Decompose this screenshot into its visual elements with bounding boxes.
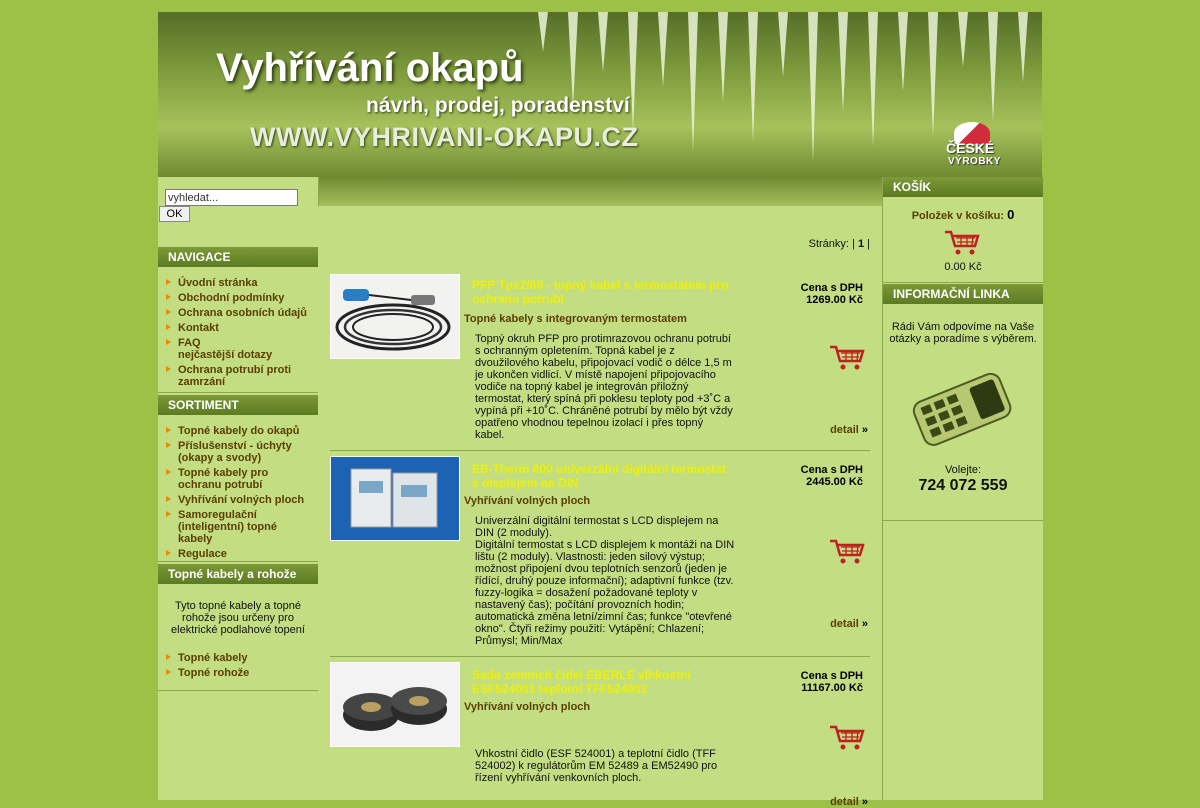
banner-subtitle: návrh, prodej, poradenství — [366, 94, 630, 117]
product-title[interactable]: EB-Therm 800 univerzální digitální termostat s displejem na DIN — [472, 462, 727, 490]
product-description: Topný okruh PFP pro protimrazovou ochranu potrubí s ochranným opletením. Topná kabel je z dvoužilového kabelu, připojovací vodič o délce 1,5 m je ukončen vidlicí. V místě napojení připojovacího vodiče na topný kabel je integrován přiložný termostat, který spíná při poklesu teploty pod +3˚C a vypíná při +10˚C. Chráněné potrubí by mělo být vždy opatřeno vhodnou tepelnou izolací i přes topný kabel. — [475, 333, 733, 441]
sortiment-item-potrubi[interactable]: Topné kabely pro ochranu potrubí — [158, 467, 313, 491]
product-item — [330, 263, 870, 443]
podlaha-text: Tyto topné kabely a topné rohože jsou určeny pro elektrické podlahové topení — [171, 600, 305, 636]
arrow-icon — [166, 427, 171, 433]
podlaha-menu — [158, 652, 313, 682]
add-to-cart-icon[interactable] — [828, 723, 866, 751]
navigace-menu — [158, 277, 313, 391]
pagination — [809, 238, 870, 250]
left-sidebar — [158, 177, 319, 800]
search-input[interactable] — [165, 189, 298, 206]
cart-count-line — [883, 209, 1043, 222]
pagination-end: | — [867, 238, 870, 250]
ceske-vyrobky-logo — [942, 120, 1012, 172]
banner-title: Vyhřívání okapů — [216, 46, 524, 90]
arrow-icon — [166, 279, 171, 285]
cart-icon[interactable] — [943, 228, 981, 256]
sortiment-item-samoregulacni[interactable]: Samoregulační (inteligentní) topné kabely — [158, 509, 313, 545]
arrow-icon — [166, 496, 171, 502]
product-image[interactable] — [330, 274, 460, 359]
product-item — [330, 445, 870, 645]
main-content — [318, 206, 882, 808]
banner-url: WWW.VYHRIVANI-OKAPU.CZ — [250, 122, 639, 152]
cart-count-value: 0 — [1007, 207, 1015, 222]
cart-count-label: Položek v košíku: — [911, 210, 1004, 222]
podlaha-heading: Topné kabely a rohože — [158, 564, 318, 584]
arrow-icon — [166, 309, 171, 315]
detail-link[interactable]: detail » — [830, 796, 868, 808]
sortiment-menu — [158, 425, 313, 563]
product-price — [773, 670, 863, 694]
add-to-cart-icon[interactable] — [828, 343, 866, 371]
product-item — [330, 651, 870, 808]
product-price — [773, 464, 863, 488]
pagination-current-page[interactable]: 1 — [857, 238, 865, 250]
product-description: Univerzální digitální termostat s LCD displejem na DIN (2 moduly). Digitální termostat s LCD displejem k montáži na DIN lištu (2 moduly). Vlastnosti: jeden silový výstup; možnost připojení dvou teplotních senzorů (jeden je řídící, druhý pouze informační); adaptivní funkce (tzv. fuzzy-logika = dosažení požadované teploty v nastavený čas); počítání provozních hodin; automatická změna letní/zimní čas; funkce "otevřené okno". Čtyři režimy použití: Vytápění; Chlazení; Průmysl; Min/Max — [475, 515, 735, 647]
price-value: 2445.00 Kč — [806, 476, 863, 488]
nav-item-kontakt[interactable]: Kontakt — [158, 322, 313, 334]
product-price — [773, 282, 863, 306]
badge-line2: VÝROBKY — [948, 156, 1001, 167]
nav-item-ochrana-udaju[interactable]: Ochrana osobních údajů — [158, 307, 313, 319]
page — [158, 12, 1042, 808]
price-label: Cena s DPH — [800, 282, 863, 294]
detail-link[interactable]: detail » — [830, 618, 868, 630]
arrow-icon — [166, 469, 171, 475]
product-category[interactable]: Topné kabely s integrovaným termostatem — [464, 313, 687, 325]
sortiment-heading: SORTIMENT — [158, 395, 318, 415]
price-label: Cena s DPH — [800, 464, 863, 476]
navigace-heading: NAVIGACE — [158, 247, 318, 267]
arrow-icon — [166, 511, 171, 517]
product-image[interactable] — [330, 662, 460, 747]
arrow-icon — [166, 442, 171, 448]
kosik-heading: KOŠÍK — [883, 177, 1043, 197]
banner-strip — [318, 177, 882, 206]
arrow-icon — [166, 324, 171, 330]
arrow-icon — [166, 366, 171, 372]
sortiment-item-okapy[interactable]: Topné kabely do okapů — [158, 425, 313, 437]
sortiment-item-volne-plochy[interactable]: Vyhřívání volných ploch — [158, 494, 313, 506]
banner — [158, 12, 1042, 177]
price-value: 11167.00 Kč — [801, 682, 863, 694]
arrow-icon — [166, 339, 171, 345]
product-category[interactable]: Vyhřívání volných ploch — [464, 495, 591, 507]
infolinka-text: Rádi Vám odpovíme na Vaše otázky a poradíme s výběrem. — [889, 321, 1037, 345]
nav-item-uvod[interactable]: Úvodní stránka — [158, 277, 313, 289]
phone-number[interactable]: 724 072 559 — [918, 477, 1008, 494]
arrow-icon — [166, 654, 171, 660]
right-sidebar — [882, 177, 1043, 800]
product-description: Vhkostní čidlo (ESF 524001) a teplotní čidlo (TFF 524002) k regulátorům EM 52489 a EM52490 pro řízení vyhřívání venkovních ploch. — [475, 748, 718, 784]
cart-total: 0.00 Kč — [944, 261, 982, 273]
podlaha-item-rohoze[interactable]: Topné rohože — [158, 667, 313, 679]
pagination-label: Stránky: | — [808, 238, 855, 250]
sortiment-item-prislusenstvi[interactable]: Příslušenství - úchyty (okapy a svody) — [158, 440, 313, 464]
arrow-icon — [166, 294, 171, 300]
phone-icon — [897, 367, 1025, 457]
detail-link[interactable]: detail » — [830, 424, 868, 436]
nav-item-faq[interactable]: FAQ nejčastější dotazy — [158, 337, 313, 361]
nav-item-obchodni-podminky[interactable]: Obchodní podmínky — [158, 292, 313, 304]
search-button[interactable]: OK — [159, 206, 190, 222]
arrow-icon — [166, 669, 171, 675]
add-to-cart-icon[interactable] — [828, 537, 866, 565]
product-title[interactable]: PFP Tpx2/88 - topný kabel s termostatem pro ochranu potrubí — [472, 278, 729, 306]
price-value: 1269.00 Kč — [806, 294, 863, 306]
arrow-icon — [166, 550, 171, 556]
badge-line1: ČESKÉ — [946, 140, 995, 156]
product-title[interactable]: Sada zemních čidel EBERLE vlhkostní ESF524001 teplotní TFF524002 — [472, 668, 691, 696]
nav-item-ochrana-potrubi[interactable]: Ochrana potrubí proti zamrzání — [158, 364, 313, 388]
podlaha-item-kabely[interactable]: Topné kabely — [158, 652, 313, 664]
call-label: Volejte: — [944, 464, 982, 476]
product-category[interactable]: Vyhřívání volných ploch — [464, 701, 591, 713]
price-label: Cena s DPH — [800, 670, 863, 682]
infolinka-heading: INFORMAČNÍ LINKA — [883, 284, 1043, 304]
product-image[interactable] — [330, 456, 460, 541]
sortiment-item-regulace[interactable]: Regulace — [158, 548, 313, 560]
